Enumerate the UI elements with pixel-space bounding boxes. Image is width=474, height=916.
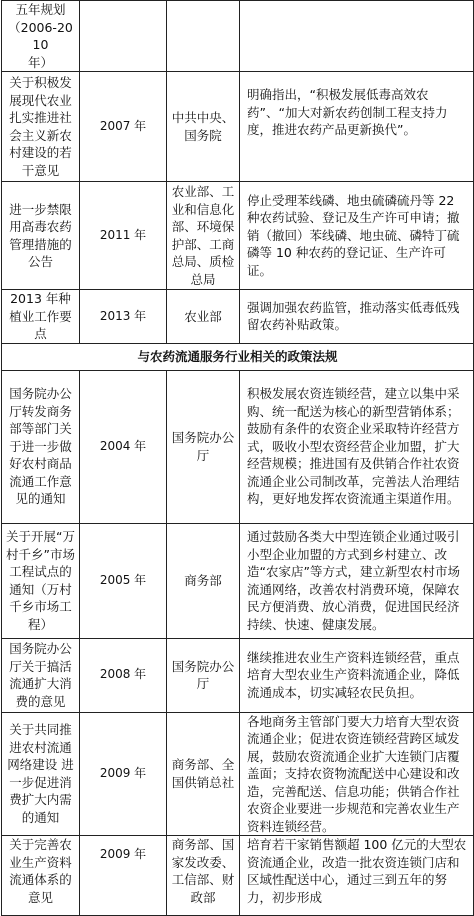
policy-content: 停止受理苯线磷、地虫硫磷硫丹等 22 种农药试验、登记及生产许可申请；撤销（撤回）苯线磷、地虫硫、磷特丁硫磷等 10 种农药的登记证、生产许可证。 [240,182,474,290]
table-row [2,72,474,182]
policy-name: 关于完善农业生产资料流通体系的意见 [2,836,80,916]
table-row [2,836,474,916]
policy-year: 2013 年 [80,290,167,344]
table-row [2,523,474,638]
table-row [2,290,474,344]
policy-department: 商务部 [167,523,240,638]
policy-department [167,1,240,72]
policy-content: 通过鼓励各类大中型连锁企业通过吸引小型企业加盟的方式到乡村建立、改造“农家店”等方式，建立新型农村市场流通网络，改善农村消费环境，保障农民方便消费、放心消费，促进国民经济持续、快速、健康发展。 [240,523,474,638]
policy-name: 关于共同推进农村流通网络建设 进一步促进消费扩大内需的通知 [2,712,80,836]
policy-name: 关于积极发展现代农业扎实推进社会主义新农村建设的若干意见 [2,72,80,182]
policy-content: 积极发展农资连锁经营，建立以集中采购、统一配送为核心的新型营销体系；鼓励有条件的农资企业采取特许经营方式，吸收小型农资经营企业加盟，扩大经营规模；推进国有及供销合作社农资流通企业公司制改革，完善法人治理结构，更好地发挥农资流通主渠道作用。 [240,370,474,523]
policy-content: 明确指出，“积极发展低毒高效农药”、“加大对新农药创制工程支持力度，推进农药产品更新换代”。 [240,72,474,182]
policy-department: 国务院办公厅 [167,370,240,523]
policy-year: 2009 年 [80,712,167,836]
policy-year: 2009 年 [80,836,167,916]
table-row [2,638,474,712]
policy-department: 农业部 [167,290,240,344]
table-row [2,370,474,523]
policy-year [80,1,167,72]
table-row [2,182,474,290]
policy-department: 农业部、工业和信息化部、环境保护部、工商总局、质检总局 [167,182,240,290]
policy-department: 中共中央、国务院 [167,72,240,182]
policy-content: 培育若干家销售额超 100 亿元的大型农资流通企业，改造一批农资连锁门店和区域性配送中心，通过三到五年的努力，初步形成 [240,836,474,916]
policy-name: 国务院办公厅转发商务部等部门关于进一步做好农村商品流通工作意见的通知 [2,370,80,523]
policy-department: 国务院办公厅 [167,638,240,712]
policy-name: 国务院办公厅关于搞活流通扩大消费的意见 [2,638,80,712]
section-title: 与农药流通服务行业相关的政策法规 [2,343,474,370]
policy-content: 继续推进农业生产资料连锁经营，重点培育大型农业生产资料流通企业，降低流通成本，切实减轻农民负担。 [240,638,474,712]
policy-department: 商务部、国家发改委、工信部、财政部 [167,836,240,916]
policy-department: 商务部、全国供销总社 [167,712,240,836]
policy-year: 2004 年 [80,370,167,523]
policy-content [240,1,474,72]
policy-year: 2007 年 [80,72,167,182]
policy-name: 五年规划 （2006-2010 年） [2,1,80,72]
policy-content: 各地商务主管部门要大力培育大型农资流通企业；促进农资连锁经营跨区域发展，鼓励农资流通企业扩大连锁门店覆盖面；支持农资物流配送中心建设和改造，完善配送、信息功能；供销合作社农资企业要进一步规范和完善农业生产资料连锁经营。 [240,712,474,836]
policy-name: 2013 年种植业工作要点 [2,290,80,344]
section-header-row [2,343,474,370]
policy-name: 进一步禁限用高毒农药管理措施的公告 [2,182,80,290]
policy-year: 2005 年 [80,523,167,638]
policy-content: 强调加强农药监管，推动落实低毒低残留农药补贴政策。 [240,290,474,344]
policy-name: 关于开展“万村千乡”市场工程试点的通知（万村千乡市场工程） [2,523,80,638]
table-row [2,1,474,72]
policy-year: 2011 年 [80,182,167,290]
policy-year: 2008 年 [80,638,167,712]
table-row [2,712,474,836]
